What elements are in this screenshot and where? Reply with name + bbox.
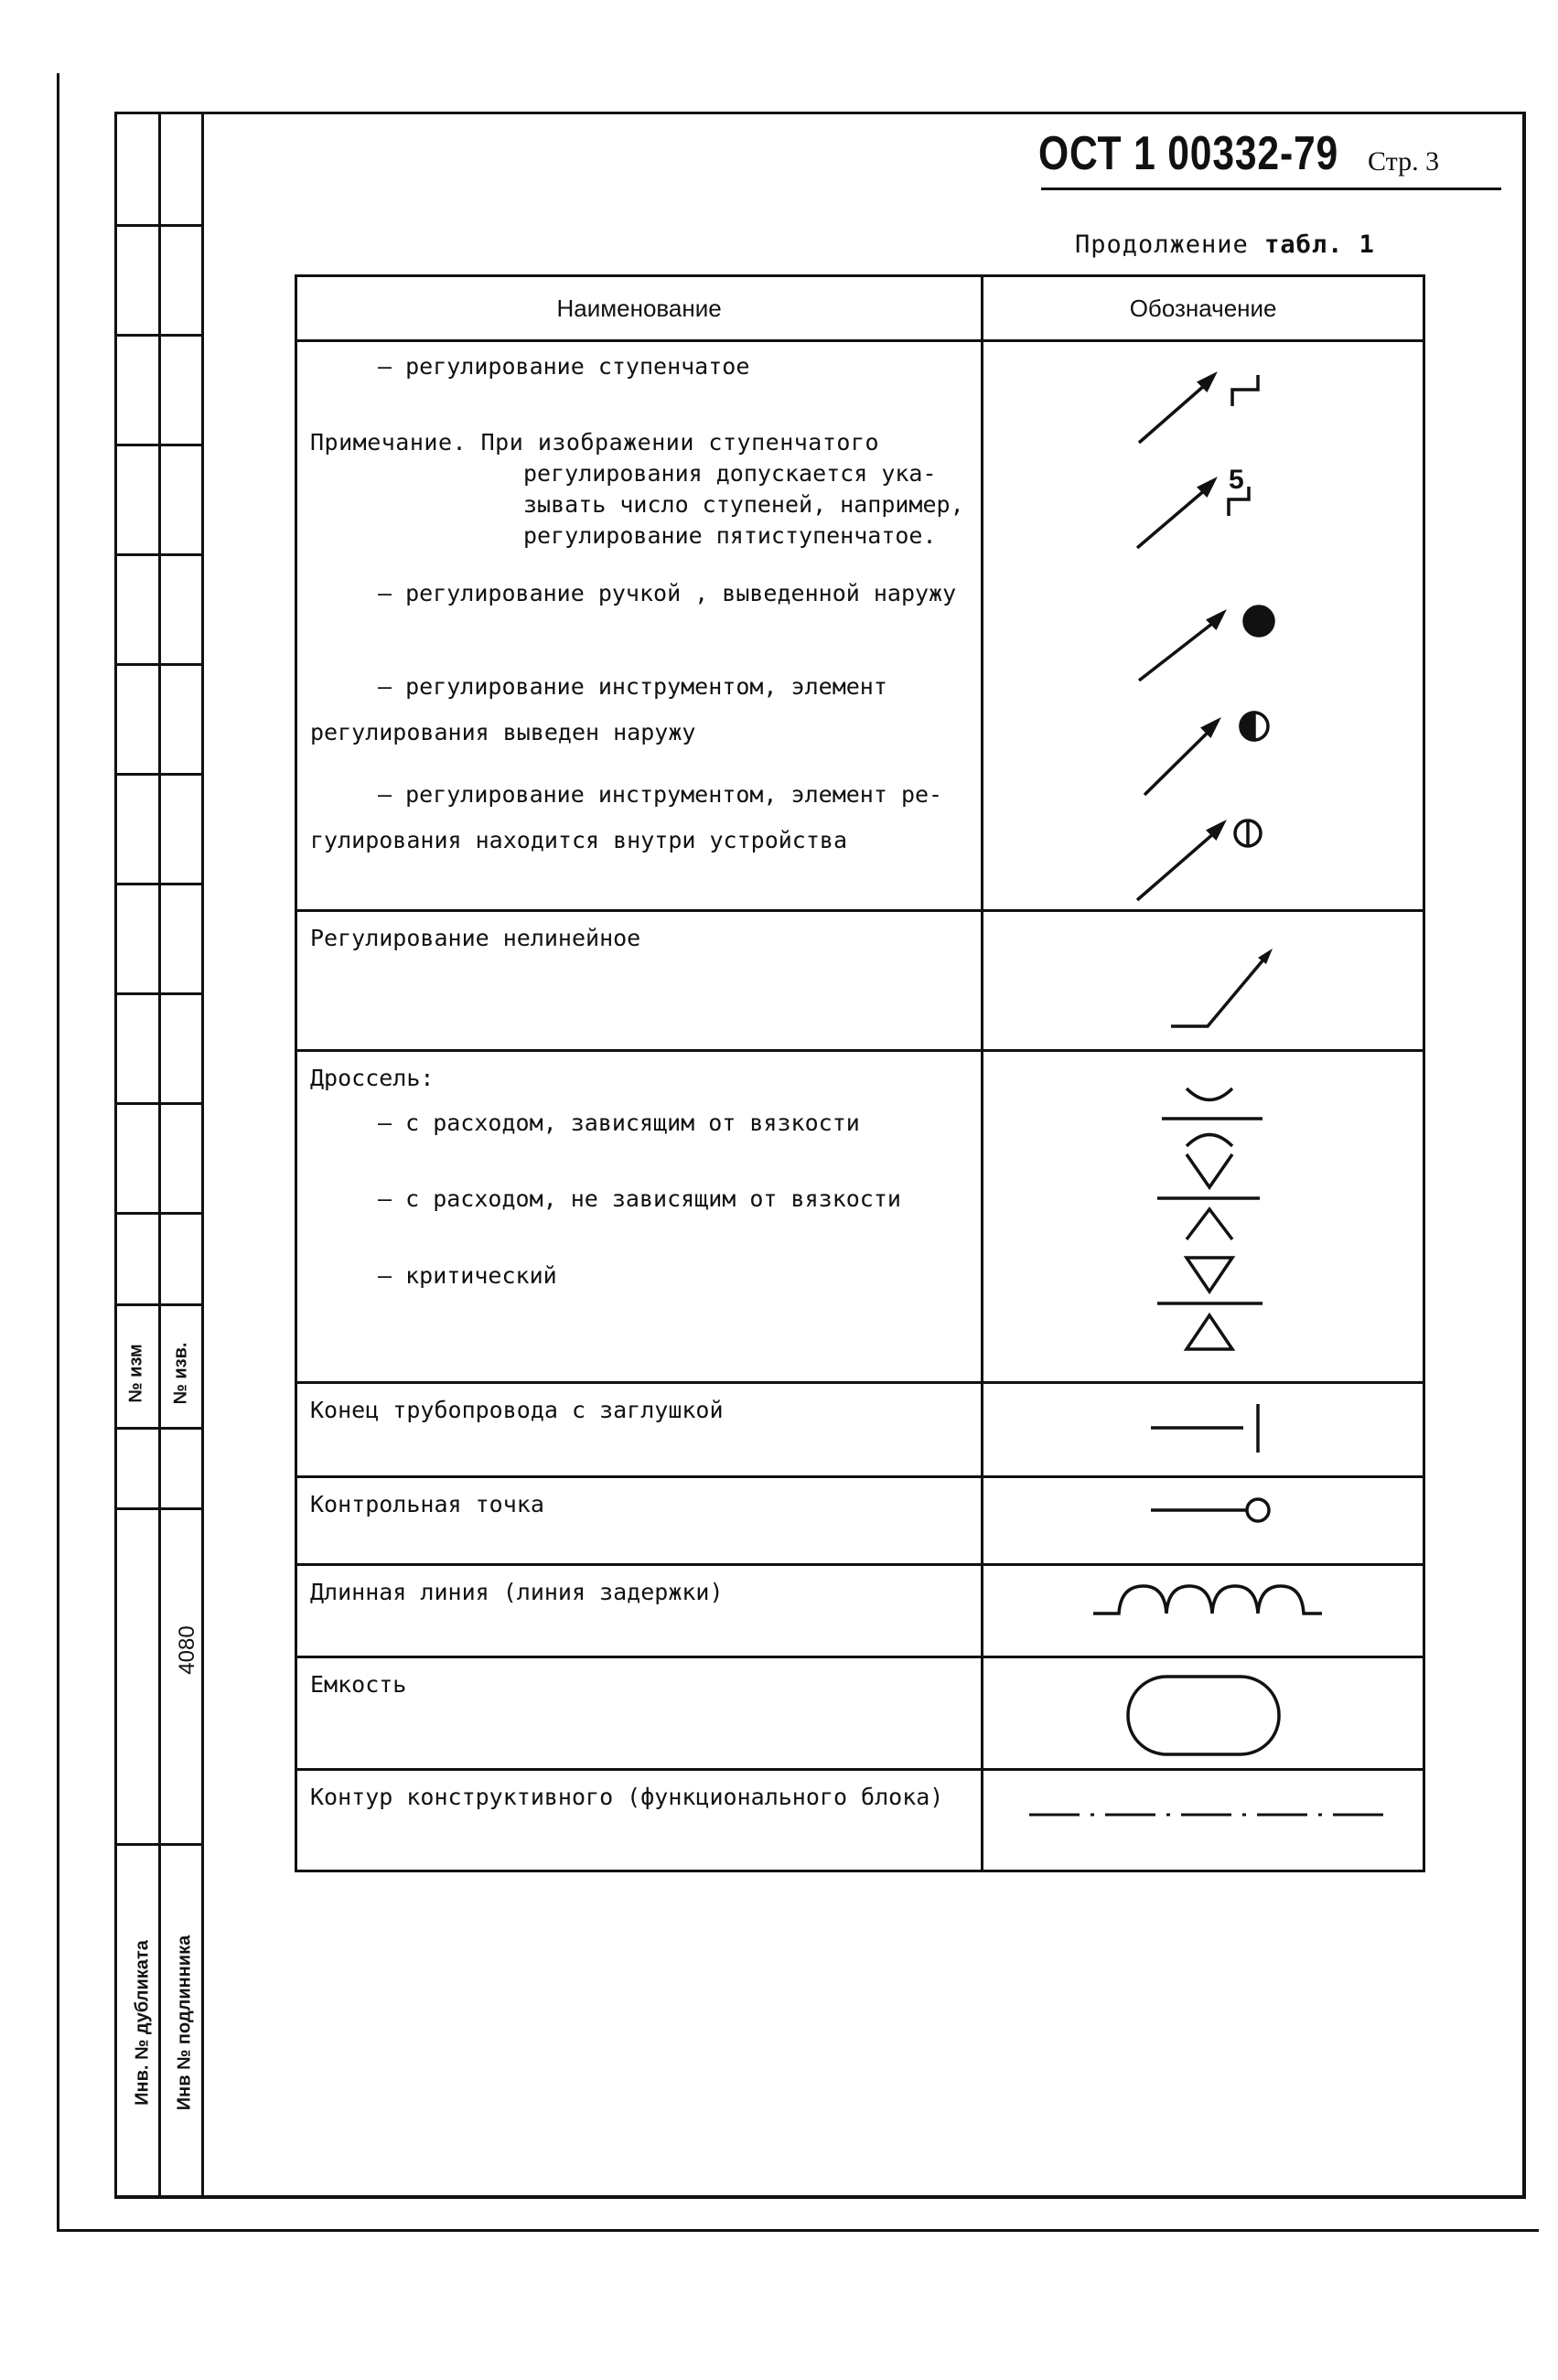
frame-top [114, 112, 1523, 114]
table-continuation: Продолжение табл. 1 [1075, 230, 1375, 259]
table-row [296, 1770, 1424, 1871]
table-row [296, 1383, 1424, 1477]
tool-outside-icon [1144, 713, 1268, 795]
page-label: Стр. 3 [1368, 146, 1440, 177]
delay-line-icon [983, 1566, 1423, 1656]
frame-left [114, 112, 117, 2197]
note-text: зывать число ступеней, например, [523, 491, 964, 518]
table-row [296, 911, 1424, 1051]
list-item: – с расходом, зависящим от вязкости [378, 1110, 860, 1136]
control-point-icon [983, 1478, 1423, 1563]
document-number: ОСТ 1 00332-79 [1038, 127, 1339, 180]
duplicate-inventory-label: Инв. № дубликата [132, 1940, 153, 2106]
table-reference: табл. 1 [1264, 230, 1375, 259]
symbols-table [295, 274, 1425, 1872]
nonlinear-regulation-icon [983, 912, 1423, 1049]
note-text: регулирования допускается ука- [523, 460, 937, 487]
five-step-regulation-icon [1137, 465, 1249, 548]
header-underline [1041, 188, 1501, 190]
stepped-regulation-icon [1139, 375, 1258, 443]
tool-inside-icon [1137, 820, 1261, 900]
list-item: – регулирование ручкой , выведенной наружу [378, 580, 957, 606]
stamp-col-right [201, 112, 204, 2197]
table-row [296, 1477, 1424, 1565]
column-header-name: Наименование [296, 276, 983, 341]
pipe-end-plug-icon [983, 1384, 1423, 1475]
list-item: регулирования выведен наружу [310, 719, 696, 745]
note-text: Примечание. При изображении ступенчатого [310, 429, 880, 456]
original-inventory-label: Инв № подлинника [174, 1935, 195, 2111]
row-title: Дроссель: [310, 1065, 435, 1091]
block-contour-icon [983, 1771, 1423, 1870]
table-header-row [296, 276, 1424, 341]
row-title: Емкость [310, 1671, 407, 1698]
list-item: – регулирование инструментом, элемент [378, 673, 887, 700]
list-item: – критический [378, 1262, 557, 1289]
list-item: – регулирование инструментом, элемент ре- [378, 781, 943, 808]
row-title: Длинная линия (линия задержки) [310, 1579, 724, 1605]
viscosity-independent-throttle-icon [1157, 1154, 1260, 1239]
notice-number-label: № изв. [170, 1342, 191, 1405]
frame-right [1522, 112, 1526, 2199]
stamp-col-divider [158, 112, 161, 2197]
step-count-label: 5 [1229, 465, 1244, 495]
table-row [296, 341, 1424, 911]
list-item: – регулирование ступенчатое [378, 353, 750, 380]
page-bottom-edge [57, 2229, 1539, 2232]
page-left-edge [57, 73, 59, 2232]
inventory-value: 4080 [175, 1625, 199, 1675]
capacity-icon [983, 1658, 1423, 1768]
row-title: Регулирование нелинейное [310, 925, 641, 951]
knob-outside-icon [1139, 606, 1273, 681]
critical-throttle-icon [1157, 1258, 1263, 1349]
viscosity-dependent-throttle-icon [1162, 1088, 1263, 1146]
table-row [296, 1657, 1424, 1770]
throttle-icons [983, 1052, 1423, 1381]
row-title: Контрольная точка [310, 1491, 544, 1517]
list-item: гулирования находится внутри устройства [310, 827, 847, 853]
note-text: регулирование пятиступенчатое. [523, 522, 937, 549]
row-title: Конец трубопровода с заглушкой [310, 1397, 724, 1423]
frame-bottom [114, 2195, 1526, 2199]
table-row [296, 1051, 1424, 1383]
table-row [296, 1565, 1424, 1657]
change-number-label: № изм [125, 1344, 146, 1403]
row-title: Контур конструктивного (функционального блока) [310, 1784, 944, 1810]
regulation-symbols [983, 342, 1423, 909]
list-item: – с расходом, не зависящим от вязкости [378, 1185, 901, 1212]
column-header-symbol: Обозначение [983, 276, 1424, 341]
